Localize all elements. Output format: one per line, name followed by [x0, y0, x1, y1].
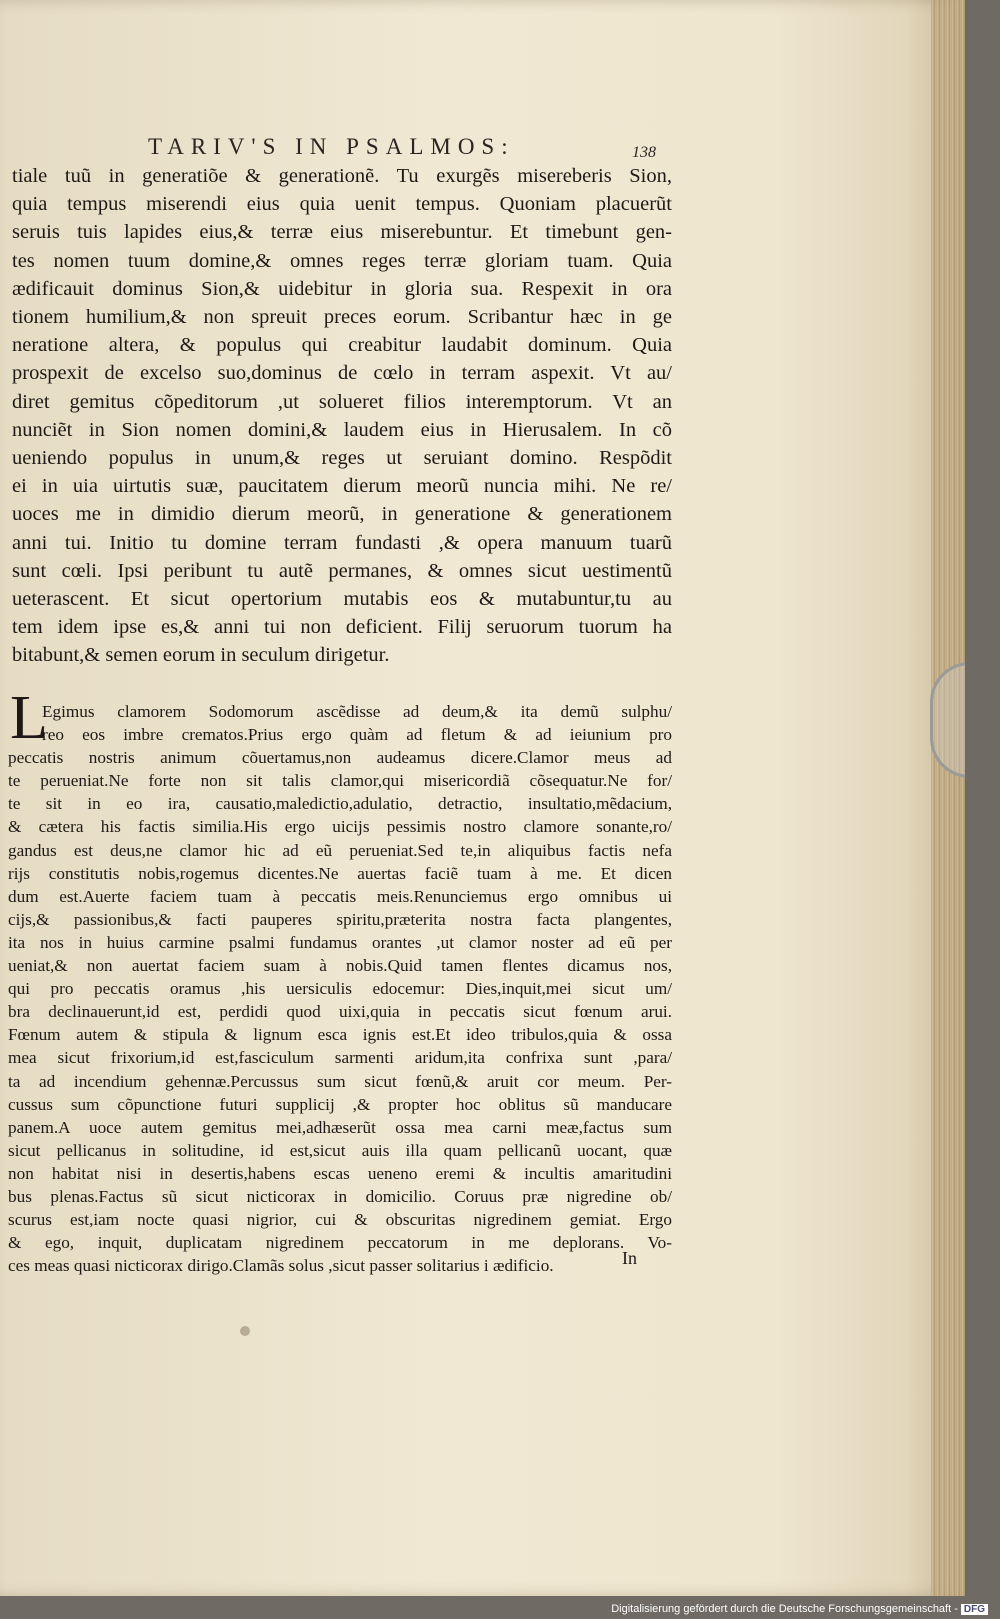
- text-line: seruis tuis lapides eius,& terræ eius miserebuntur. Et timebunt gen-: [12, 221, 672, 244]
- text-line: nunciẽt in Sion nomen domini,& laudem eius in Hierusalem. In cõ: [12, 418, 672, 441]
- text-line: & ego, inquit, duplicatam nigredinem peccatorum in me deplorans. Vo-: [8, 1233, 672, 1253]
- text-line: neratione altera, & populus qui creabitur laudabit dominum. Quia: [12, 334, 672, 357]
- text-line: reo eos imbre crematos.Prius ergo quàm ad fletum & ad ieiunium pro: [42, 725, 672, 745]
- text-line: quia tempus miserendi eius quia uenit tempus. Quoniam placuerũt: [12, 193, 672, 216]
- initial-letter: L: [10, 684, 48, 752]
- text-line: te perueniat.Ne forte non sit talis clamor,qui misericordiã cõsequatur.Ne for/: [8, 771, 672, 791]
- text-line: prospexit de excelso suo,dominus de cœlo in terram aspexit. Vt au/: [12, 362, 672, 385]
- text-line: cijs,& passionibus,& facti pauperes spiritu,præterita nostra facta plangentes,: [8, 909, 672, 929]
- text-line: ædificauit dominus Sion,& uidebitur in gloria sua. Respexit in ora: [12, 277, 672, 300]
- page-fore-edge: [931, 0, 965, 1596]
- text-line: tem idem ipse es,& anni tui non deficient. Filij seruorum tuorum ha: [12, 616, 672, 639]
- folio-number: 138: [632, 144, 656, 161]
- text-line: diret gemitus cõpeditorum ,ut solueret filios interemptorum. Vt an: [12, 390, 672, 413]
- dfg-logo: DFG: [961, 1604, 988, 1615]
- text-line: tiale tuũ in generatiõe & generationẽ. Tu exurgẽs misereberis Sion,: [12, 165, 672, 187]
- credit-text: Digitalisierung gefördert durch die Deutsche Forschungsgemeinschaft -: [611, 1603, 958, 1615]
- text-line: tes nomen tuum domine,& omnes reges terræ gloriam tuam. Quia: [12, 249, 672, 272]
- text-line: gandus est deus,ne clamor hic ad eũ perueniat.Sed te,in aliquibus factis nefa: [8, 840, 672, 860]
- text-line: ta ad incendium gehennæ.Percussus sum sicut fœnũ,& aruit cor meum. Per-: [8, 1071, 672, 1091]
- text-line: rijs constitutis nobis,rogemus dicentes.Ne auertas faciẽ tuam à me. Et dicen: [8, 863, 672, 883]
- text-line: dum est.Auerte faciem tuam à peccatis meis.Renunciemus ergo omnibus ui: [8, 886, 672, 906]
- text-line: cussus sum cõpunctione futuri supplicij ,& propter hoc oblitus sũ manducare: [8, 1094, 672, 1114]
- digitization-credit: [611, 1603, 988, 1615]
- text-line: ueterascent. Et sicut opertorium mutabis eos & mutabuntur,tu au: [12, 588, 672, 611]
- text-line: tionem humilium,& non spreuit preces eorum. Scribantur hæc in ge: [12, 306, 672, 329]
- text-line: bitabunt,& semen eorum in seculum dirigetur.: [12, 644, 390, 667]
- running-title: TARIV'S IN PSALMOS:: [148, 134, 515, 159]
- text-line: bus plenas.Factus sũ sicut nicticorax in domicilio. Coruus præ nigredine ob/: [8, 1186, 672, 1206]
- text-line: Fœnum autem & stipula & lignum esca ignis est.Et ideo tribulos,quia & ossa: [8, 1025, 672, 1045]
- text-line: mea sicut frixorium,id est,fasciculum sarmenti aridum,ita confrixa sunt ,para/: [8, 1048, 672, 1068]
- psalm-text-block: [12, 162, 672, 670]
- text-line: non habitat nisi in desertis,habens escas ueneno eremi & incultis amaritudini: [8, 1163, 672, 1183]
- text-line: & cætera his factis similia.His ergo uicijs pessimis nostro clamore sonante,ro/: [8, 817, 672, 837]
- text-line: anni tui. Initio tu domine terram fundasti ,& opera manuum tuarũ: [12, 531, 672, 554]
- text-line: bra declinauerunt,id est, perdidi quod uixi,quia in peccatis sicut fœnum arui.: [8, 1002, 672, 1022]
- text-line: peccatis nostris animum cõuertamus,non audeamus dicere.Clamor meus ad: [8, 748, 672, 768]
- text-line: ueniendo populus in unum,& reges ut seruiant domino. Respõdit: [12, 447, 672, 470]
- text-line: ei in uia uirtutis suæ, paucitatem dierum meorũ nuncia mihi. Ne re/: [12, 475, 672, 498]
- text-line: ita nos in huius carmine psalmi fundamus orantes ,ut clamor noster ad eũ per: [8, 932, 672, 952]
- text-line: qui pro peccatis oramus ,his uersiculis edocemur: Dies,inquit,mei sicut um/: [8, 979, 672, 999]
- commentary-text-block: [8, 700, 672, 1277]
- text-line: ueniat,& non auertat faciem suam à nobis.Quid tamen flentes dicamus nos,: [8, 956, 672, 976]
- text-line: panem.A uoce autem gemitus mei,adhæserũt ossa mea carni meæ,factus sum: [8, 1117, 672, 1137]
- text-line: scurus est,iam nocte quasi nigrior, cui & obscuritas nigredinem gemiat. Ergo: [8, 1210, 672, 1230]
- text-line: sicut pellicanus in solitudine, id est,sicut auis illa quam pellicanũ uocant, quæ: [8, 1140, 672, 1160]
- text-line: te sit in eo ira, causatio,maledictio,adulatio, detractio, insultatio,mẽdacium,: [8, 794, 672, 814]
- text-line: sunt cœli. Ipsi peribunt tu autẽ permanes, & omnes sicut uestimentũ: [12, 559, 672, 582]
- catchword: In: [622, 1248, 637, 1268]
- text-line: ces meas quasi nicticorax dirigo.Clamãs solus ,sicut passer solitarius i ædificio.: [8, 1256, 554, 1276]
- text-line: uoces me in dimidio dierum meorũ, in generatione & generationem: [12, 503, 672, 526]
- text-line: Egimus clamorem Sodomorum ascẽdisse ad deum,& ita demũ sulphu/: [42, 702, 672, 721]
- paper-stain: [240, 1326, 250, 1336]
